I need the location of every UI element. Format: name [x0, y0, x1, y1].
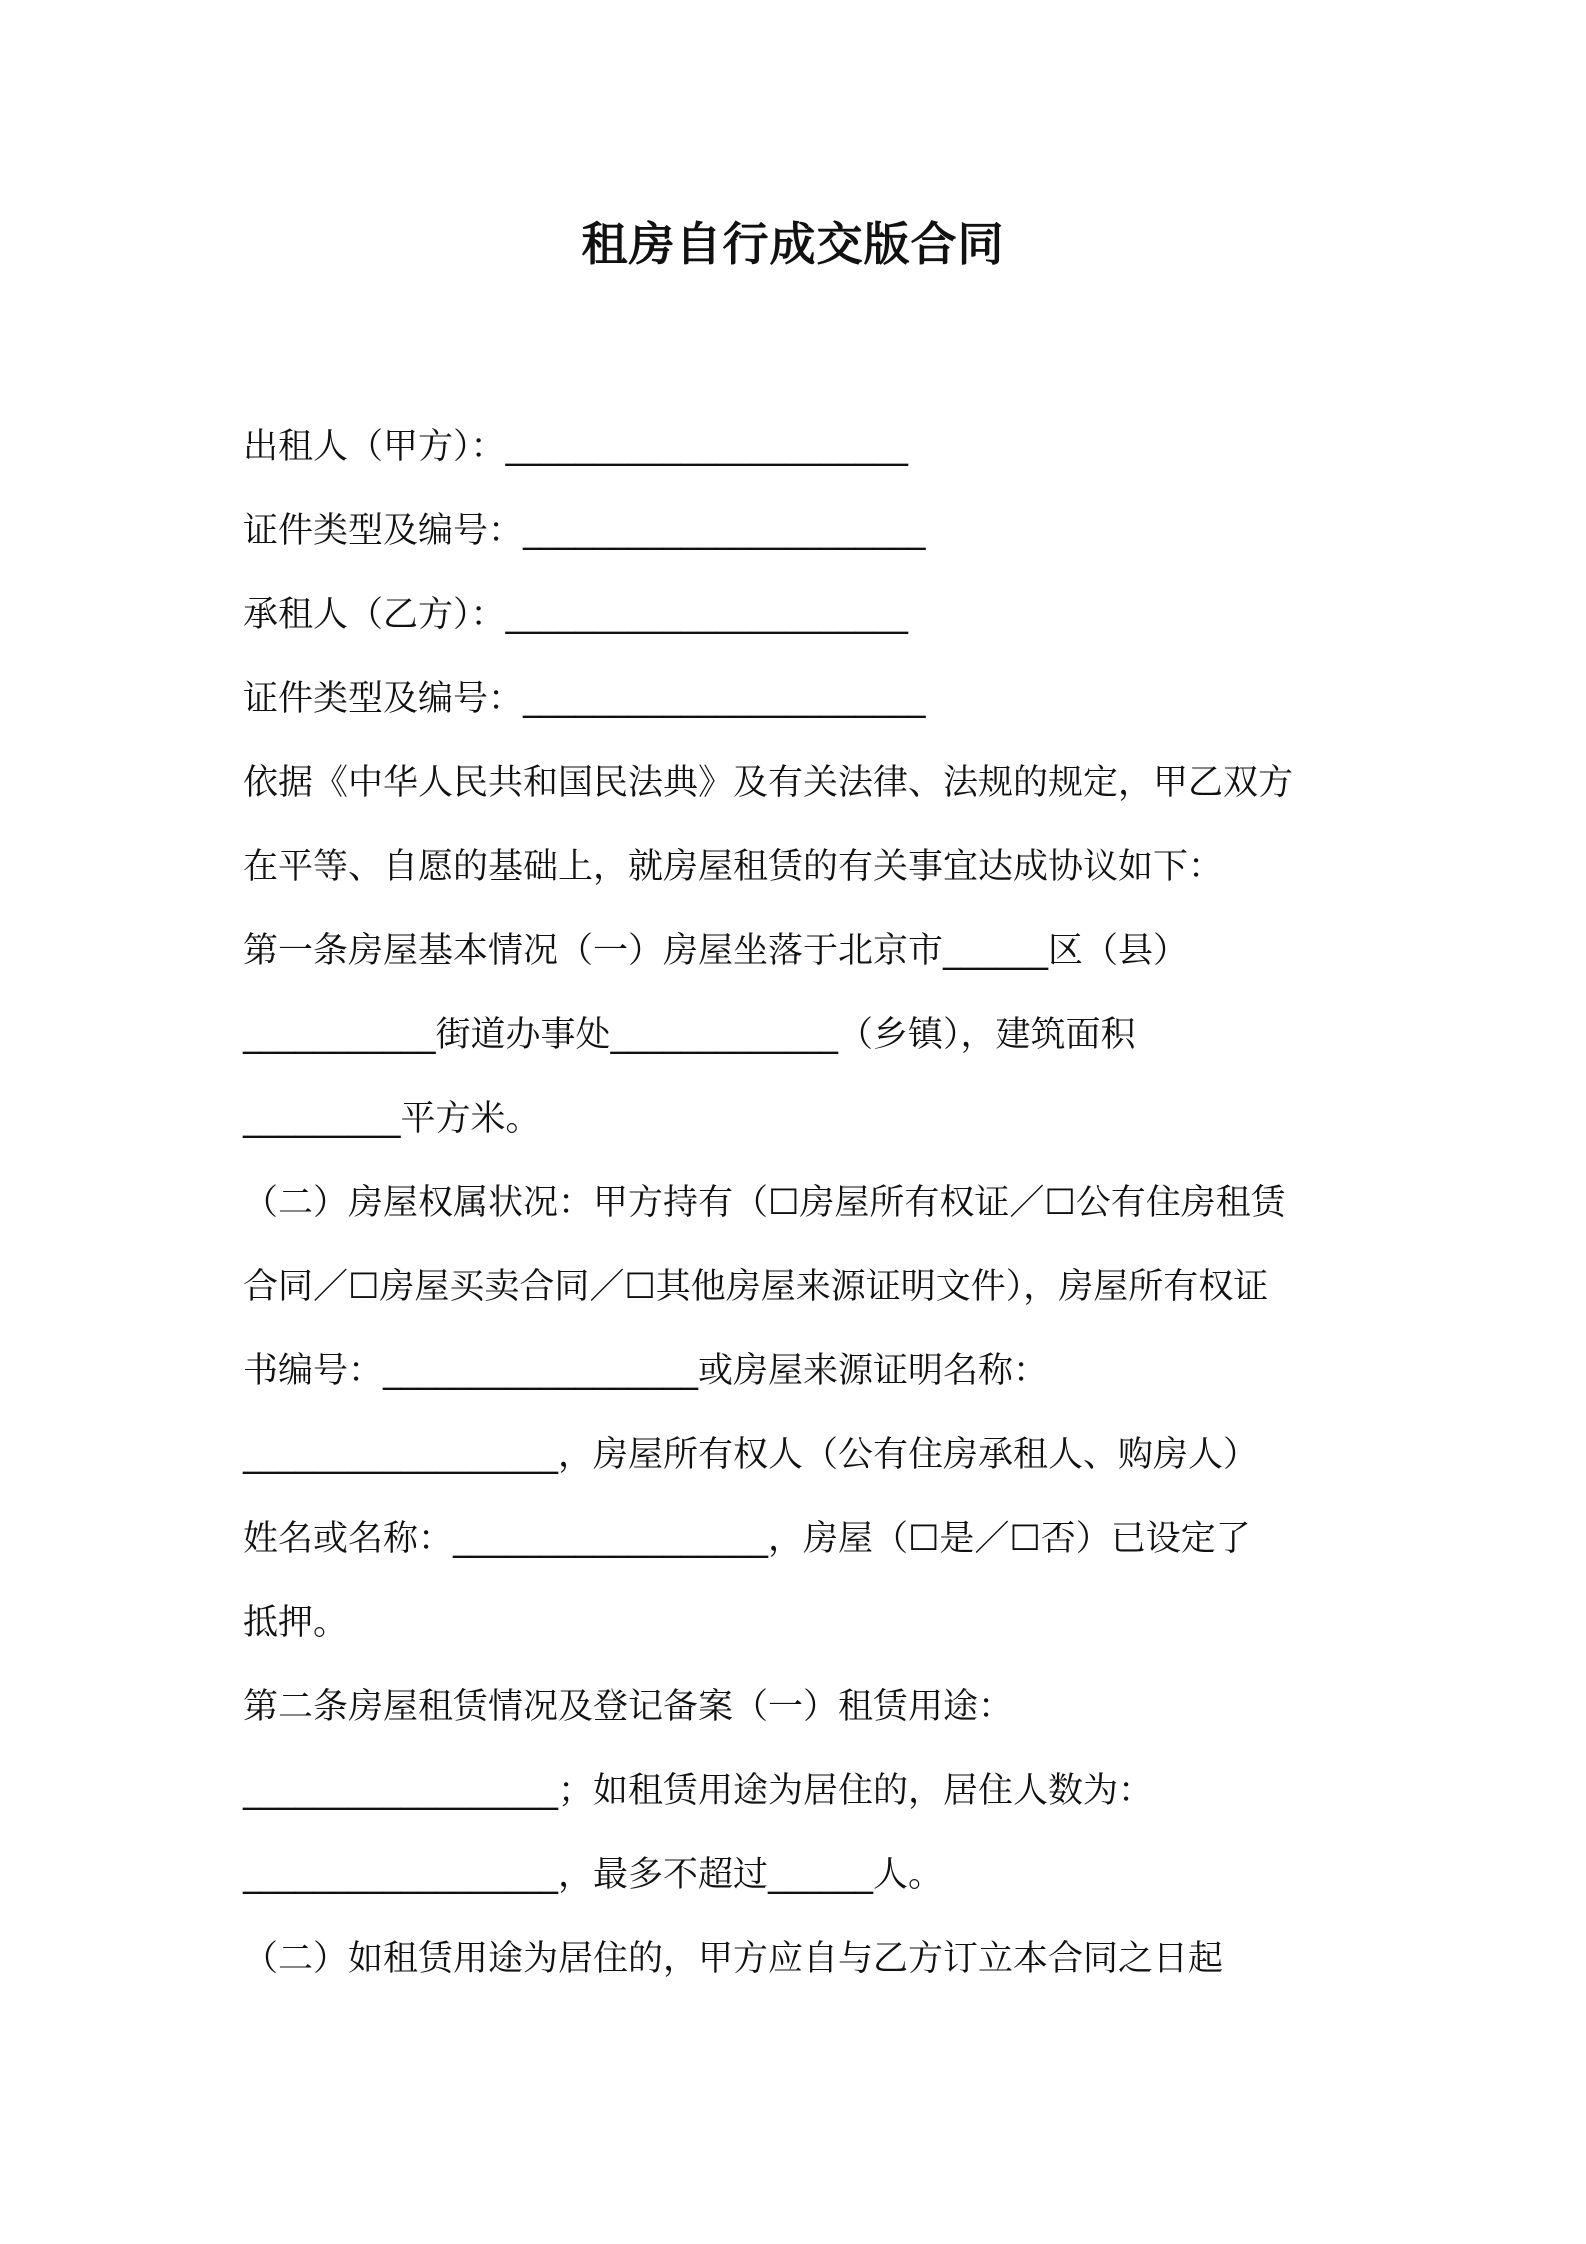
line-ownership-3: 书编号：__________________或房屋来源证明名称：	[243, 1351, 1049, 1391]
line-article-1-location: 第一条房屋基本情况（一）房屋坐落于北京市______区（县）	[243, 931, 1189, 971]
line-ownership-5: 姓名或名称：__________________，房屋（☐是／☐否）已设定了	[243, 1519, 1251, 1559]
document-title: 租房自行成交版合同	[581, 217, 1005, 271]
line-ownership-2: 合同／☐房屋买卖合同／☐其他房屋来源证明文件），房屋所有权证	[243, 1267, 1269, 1307]
line-lessor: 出租人（甲方）：_______________________	[243, 427, 909, 467]
line-article-2-max: __________________，最多不超过______人。	[243, 1855, 944, 1895]
line-article-2-purpose: 第二条房屋租赁情况及登记备案（一）租赁用途：	[243, 1687, 1014, 1727]
line-ownership-6: 抵押。	[243, 1603, 349, 1643]
line-ownership-1: （二）房屋权属状况：甲方持有（☐房屋所有权证／☐公有住房租赁	[243, 1183, 1286, 1223]
line-lessor-id: 证件类型及编号：_______________________	[243, 511, 926, 551]
line-ownership-4: __________________，房屋所有权人（公有住房承租人、购房人）	[243, 1435, 1259, 1475]
line-article-1-area: _________平方米。	[243, 1099, 541, 1139]
line-article-1-street: ___________街道办事处_____________（乡镇），建筑面积	[243, 1015, 1136, 1055]
line-lessee: 承租人（乙方）：_______________________	[243, 595, 909, 635]
line-article-2-registration: （二）如租赁用途为居住的，甲方应自与乙方订立本合同之日起	[243, 1939, 1224, 1979]
document-body	[243, 405, 1373, 2001]
line-legal-basis-1: 依据《中华人民共和国民法典》及有关法律、法规的规定，甲乙双方	[243, 763, 1294, 803]
line-legal-basis-2: 在平等、自愿的基础上，就房屋租赁的有关事宜达成协议如下：	[243, 847, 1224, 887]
line-lessee-id: 证件类型及编号：_______________________	[243, 679, 926, 719]
line-article-2-residents: __________________；如租赁用途为居住的，居住人数为：	[243, 1771, 1154, 1811]
